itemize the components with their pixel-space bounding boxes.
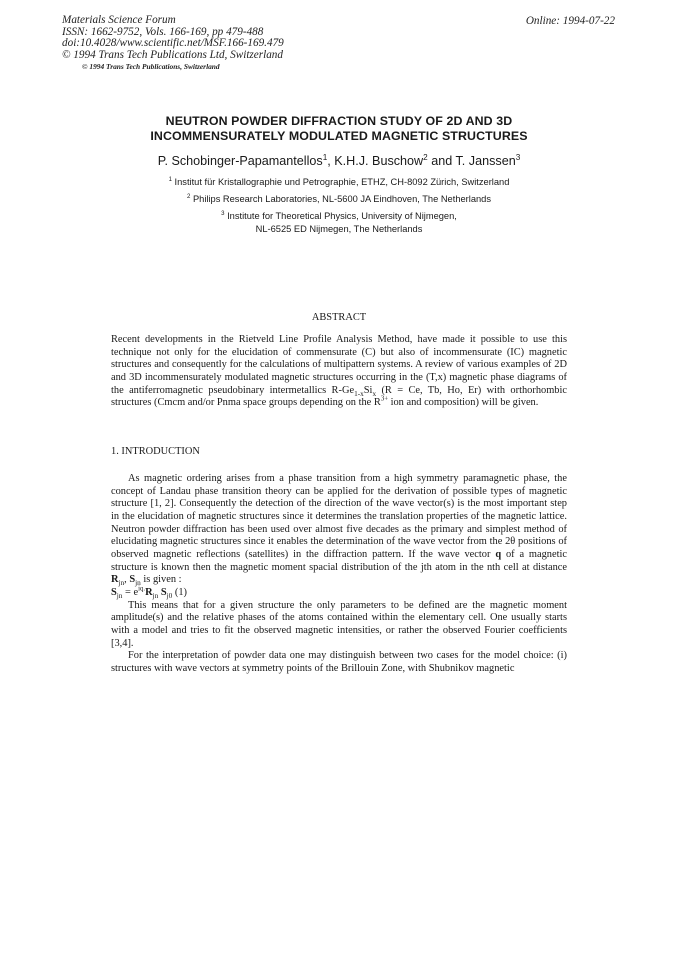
intro-paragraph-2: This means that for a given structure the only parameters to be defined are the magnetic moment amplitude(s) and the relative phases of the atoms contained within the elementary cell. One usually starts with a model and tries to fit the observed magnetic intensities, or rather the observed Fourier coefficients [3,4]. xyxy=(111,599,567,649)
intro-p1-R: R xyxy=(111,574,119,586)
author-list: P. Schobinger-Papamantellos$^1$, K.H.J. Buschow$^2$ and T. Janssen$^3$ xyxy=(157,152,521,168)
eq-number: (1) xyxy=(172,586,187,598)
intro-p1-R-sub: jn xyxy=(118,579,125,588)
online-date: Online: 1994-07-22 xyxy=(525,15,615,27)
abstract-sup-1: 3+ xyxy=(380,395,388,403)
doi-link[interactable]: doi:10.4028/www.scientific.net/MSF.166-169.479 xyxy=(62,37,284,50)
abstract-text-1: Recent developments in the Rietveld Line Profile Analysis Method, have made it possible to use this technique not only for the elucidation of commensurate (C) but also of incommensurate (IC) magnetic structures and consequently for the calculations of multipattern systems. A review of various examples of 2D and 3D incommensurately modulated magnetic structures occurring in the (T,x) magnetic phase diagrams of the antiferromagnetic pseudobinary intermetallics R-Ge xyxy=(111,334,567,396)
intro-paragraph-3: For the interpretation of powder data one may distinguish between two cases for the model choice: (i) structures with wave vectors at symmetry points of the Brillouin Zone, with Shubnikov magnetic xyxy=(111,650,567,674)
intro-p1-comma: , xyxy=(124,574,130,586)
abstract-text-4: ion and composition) will be given. xyxy=(388,397,539,409)
abstract-sub-1: 1-x xyxy=(354,389,364,398)
affiliation-1-text: Institut für Kristallographie und Petrographie, ETHZ, CH-8092 Zürich, Switzerland xyxy=(174,177,510,187)
author-2: K.H.J. Buschow xyxy=(334,154,424,168)
affiliation-3-line-2: NL-6525 ED Nijmegen, The Netherlands xyxy=(255,223,423,234)
intro-p1-text-3: is given : xyxy=(140,574,182,586)
eq-S: S xyxy=(111,586,117,598)
intro-p1-q: q xyxy=(495,548,502,560)
eq-S2: S xyxy=(158,586,167,598)
abstract-sub-2: x xyxy=(372,389,377,398)
paper-title xyxy=(0,114,678,144)
eq-S-sub: jn xyxy=(116,591,123,600)
abstract-heading: ABSTRACT xyxy=(311,312,367,323)
eq-R: R xyxy=(145,586,153,598)
issn-line: ISSN: 1662-9752, Vols. 166-169, pp 479-488 xyxy=(62,25,264,38)
abstract-text-3: (R = Ce, Tb, Ho, Er) with orthorhombic structures (Cmcm and/or Pnma space groups depending on the R xyxy=(111,384,567,409)
copyright-line: © 1994 Trans Tech Publications Ltd, Switzerland xyxy=(62,48,283,61)
author-and: and xyxy=(431,154,453,168)
journal-header xyxy=(62,15,284,73)
title-line-2: INCOMMENSURATELY MODULATED MAGNETIC STRUCTURES xyxy=(150,129,528,143)
equation-1 xyxy=(111,587,567,600)
abstract-text-2: Si xyxy=(363,384,373,396)
intro-p1-text-2: of a magnetic structure is known then the magnetic moment spacial distribution of the jth atom in the nth cell at distance xyxy=(111,548,567,573)
affiliation-2-text: Philips Research Laboratories, NL-5600 JA Eindhoven, The Netherlands xyxy=(192,194,491,204)
affiliation-3 xyxy=(0,210,678,235)
author-3: T. Janssen xyxy=(455,154,516,168)
affiliation-1-mark: 1 xyxy=(168,176,172,183)
author-1-affil: 1 xyxy=(322,152,328,162)
author-1: P. Schobinger-Papamantellos xyxy=(157,154,323,168)
introduction-body xyxy=(111,473,567,676)
eq-S2-sub: j0 xyxy=(166,591,173,600)
abstract-body xyxy=(111,334,567,410)
intro-paragraph-1 xyxy=(111,473,567,587)
intro-p1-S-sub: jn xyxy=(135,579,141,588)
intro-p1-S: S xyxy=(129,574,136,586)
author-3-affil: 3 xyxy=(515,152,521,162)
affiliation-3-line-1: Institute for Theoretical Physics, University of Nijmegen, xyxy=(227,211,457,221)
eq-R-sub: jn xyxy=(152,591,159,600)
eq-equals: = e xyxy=(122,586,139,598)
affiliation-1 xyxy=(0,176,678,189)
title-line-1: NEUTRON POWDER DIFFRACTION STUDY OF 2D AND 3D xyxy=(165,114,513,128)
intro-p1-text-1: As magnetic ordering arises from a phase transition from a high symmetry paramagnetic phase, the concept of Landau phase transition theory can be applied for the derivation of possible types of magnetic structure [1, 2]. Consequently the detection of the direction of the wave vector(s) is the most important step in the elucidation of magnetic structures since it determines the translation properties of the magnetic lattice. Neutron powder diffraction has been used over almost five decades as the primary and simplest method of elucidating magnetic structures since it enables the determination of the wave vector from the 2θ positions of observed magnetic reflections (satellites) in the diffraction pattern. If the wave vector xyxy=(111,473,567,560)
affiliation-3-mark: 3 xyxy=(221,210,225,217)
journal-name: Materials Science Forum xyxy=(62,14,176,26)
eq-exponent: iq. xyxy=(138,585,146,593)
affiliation-2 xyxy=(0,193,678,206)
introduction-heading: 1. INTRODUCTION xyxy=(111,446,200,457)
copyright-small: © 1994 Trans Tech Publications, Switzerland xyxy=(82,62,220,72)
author-2-affil: 2 xyxy=(423,152,428,162)
affiliation-2-mark: 2 xyxy=(187,193,191,200)
